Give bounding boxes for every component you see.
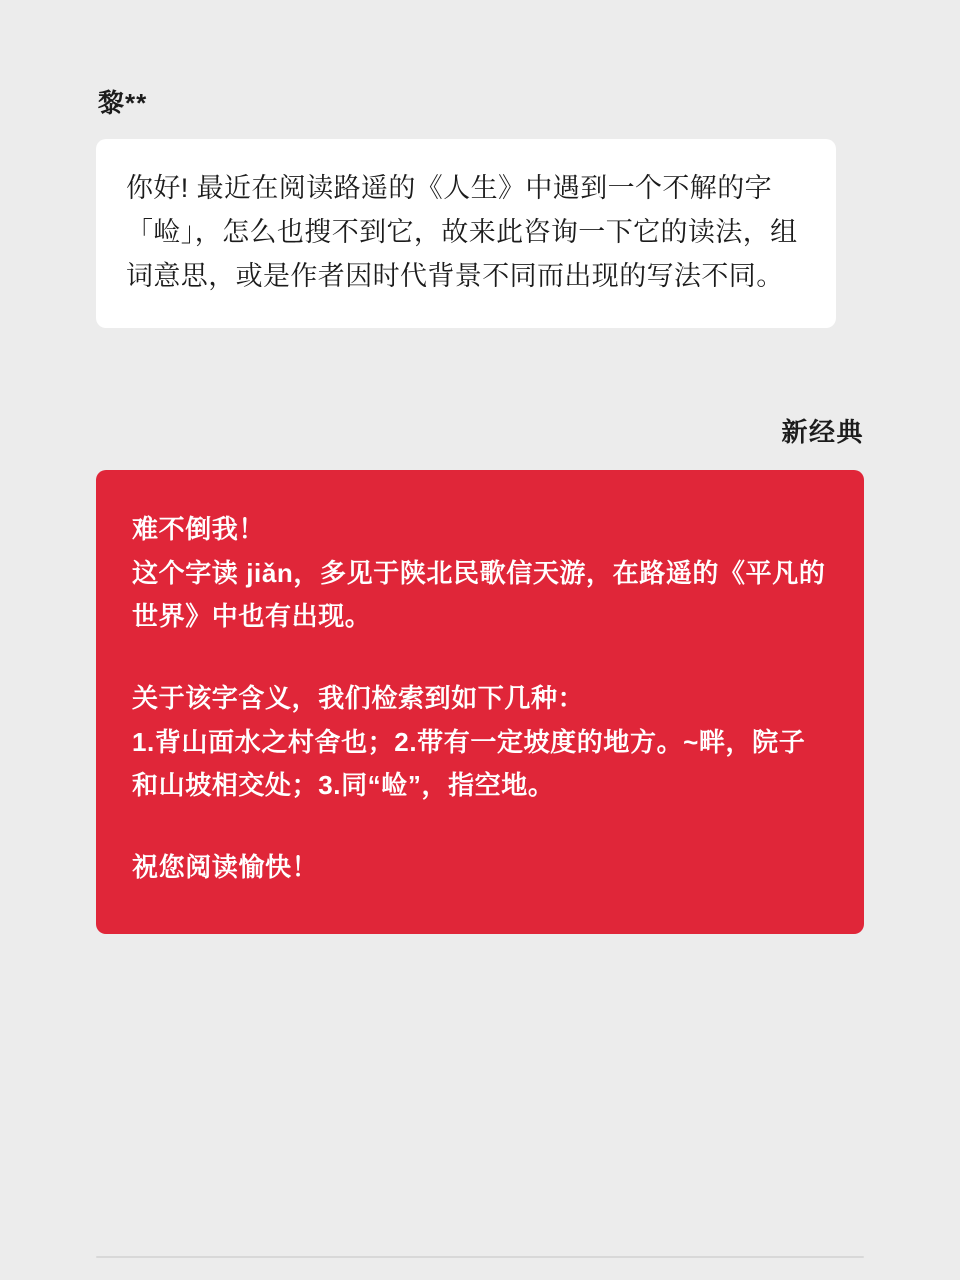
- reply-spacer-2: [132, 808, 830, 846]
- reply-paragraph-1: 难不倒我！: [132, 514, 266, 544]
- reply-paragraph-5: 祝您阅读愉快！: [132, 852, 319, 883]
- reply-spacer-1: [132, 639, 830, 677]
- user-display-name: 黎**: [98, 88, 148, 118]
- bottom-divider: [96, 1256, 864, 1258]
- user-message-text: 你好! 最近在阅读路遥的《人生》中遇到一个不解的字「崄」，怎么也搜不到它，故来此咨询一下它的读法，组词意思，或是作者因时代背景不同而出现的写法不同。: [126, 173, 798, 291]
- reply-paragraph-3: 关于该字含义，我们检索到如下几种：: [132, 683, 585, 714]
- reply-paragraph-4: 1.背山面水之村舍也；2.带有一定坡度的地方。~畔，院子和山坡相交处；3.同“崄”，指空地。: [132, 726, 806, 801]
- user-message-bubble: [96, 139, 836, 328]
- user-message-block: [96, 88, 836, 328]
- brand-reply-bubble: [96, 470, 864, 934]
- brand-display-name: 新经典: [781, 417, 864, 447]
- reply-paragraph-2: 这个字读 jiǎn，多见于陕北民歌信天游，在路遥的《平凡的世界》中也有出现。: [132, 557, 826, 632]
